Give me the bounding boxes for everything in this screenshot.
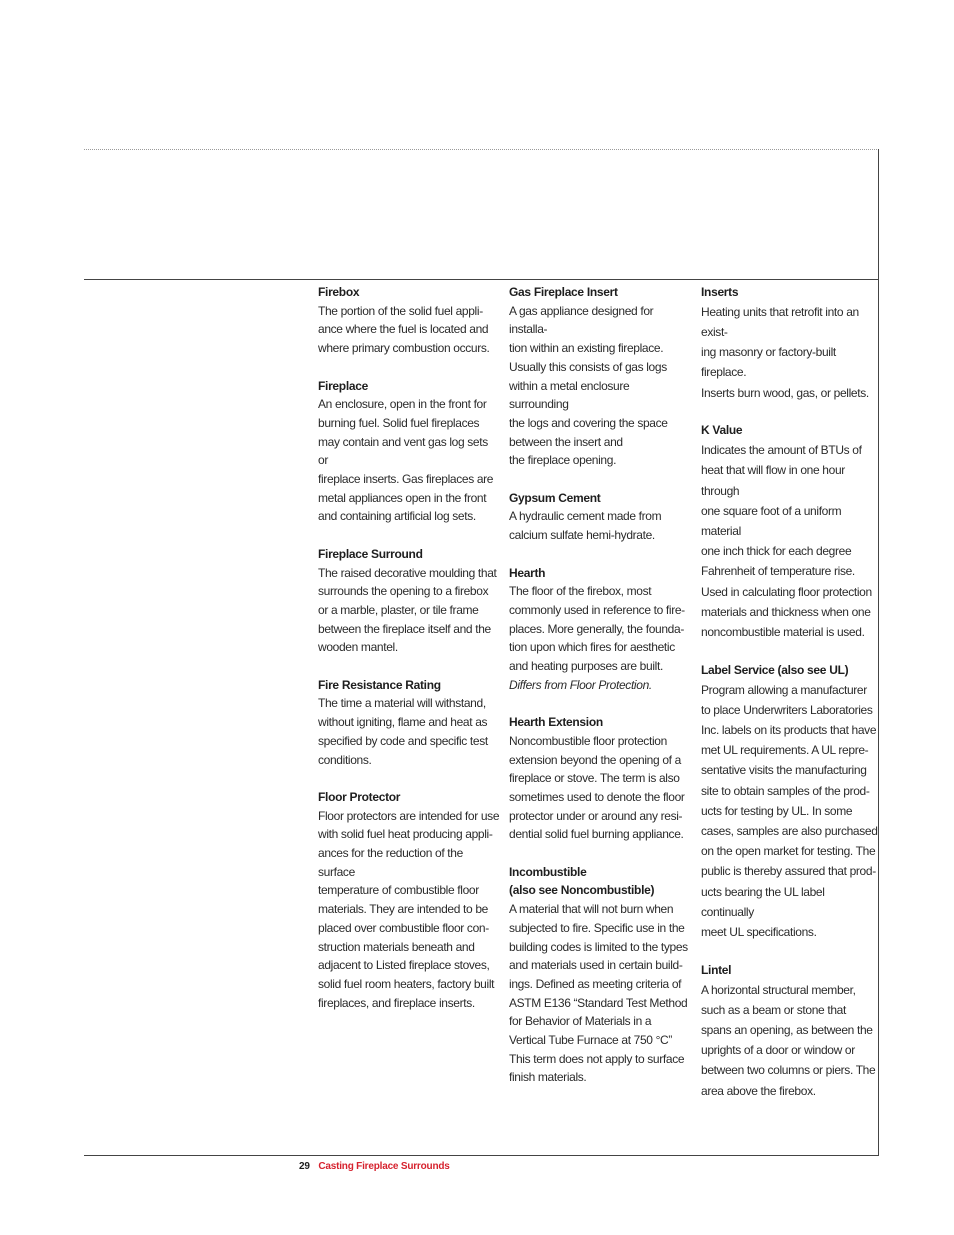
glossary-term: Fireplace Surround — [318, 546, 423, 561]
glossary-definition: A hydraulic cement made from calcium sulfate hemi-hydrate. — [509, 509, 662, 543]
glossary-definition: A horizontal structural member, such as a beam or stone that spans an opening, as between the uprights of a door or window or between two columns or piers. The area above the firebox. — [701, 982, 876, 1098]
glossary-definition: Noncombustible floor protection extension beyond the opening of a fireplace or stove. The term is also sometimes used to denote the floor protector under or around any resi- dential solid fuel burning appliance. — [509, 733, 685, 842]
top-dotted-rule — [84, 149, 879, 150]
glossary-entry — [701, 421, 879, 642]
glossary-term: Fire Resistance Rating — [318, 677, 441, 692]
glossary-term: Label Service (also see UL) — [701, 662, 849, 677]
glossary-entry — [509, 863, 691, 1087]
glossary-definition: Program allowing a manufacturer to place Underwriters Laboratories Inc. labels on its products that have met UL requirements. A UL repre- sentative visits the manufacturing site to obtain samples of the prod- ucts for testing by UL. In some cases, samples are also purchased on the open market for testing. The public is thereby assured that prod- ucts bearing the UL label continually meet UL specifications. — [701, 682, 878, 939]
glossary-term: Floor Protector — [318, 789, 401, 804]
glossary-term: Inserts — [701, 285, 739, 299]
glossary-term: Gas Fireplace Insert — [509, 285, 618, 299]
glossary-entry — [509, 713, 691, 844]
footer-rule — [84, 1155, 879, 1156]
glossary-term: Hearth Extension — [509, 715, 603, 730]
glossary-definition: Indicates the amount of BTUs of heat that will flow in one hour through one square foot of a uniform material one inch thick for each degree Fahrenheit of temperature rise. Used in calculating floor protection materials and thickness when one noncombustible material is used. — [701, 443, 872, 639]
glossary-definition: The time a material will withstand, without igniting, flame and heat as specified by code and specific test conditions. — [318, 696, 488, 767]
glossary-term: Fireplace — [318, 378, 368, 393]
glossary-term: Hearth — [509, 565, 546, 580]
glossary-definition: A gas appliance designed for installa- tion within an existing fireplace. Usually this consists of gas logs within a metal enclosure surrounding the logs and covering the space between the insert and the fireplace opening. — [509, 303, 668, 468]
glossary-entry — [701, 283, 879, 403]
glossary-entry — [509, 489, 691, 545]
glossary-term: K Value — [701, 423, 743, 438]
glossary-definition: A material that will not burn when subjected to fire. Specific use in the building codes is limited to the types and materials used in certain build- ings. Defined as meeting criteria of ASTM E136 “Standard Test Method for Behavior of Materials in a Vertical Tube Furnace at 750 °C” This term does not apply to surface finish materials. — [509, 902, 688, 1085]
section-divider-rule — [84, 279, 879, 280]
glossary-entry — [701, 961, 879, 1101]
glossary-entry — [318, 283, 500, 358]
glossary-term: Firebox — [318, 285, 360, 299]
glossary-entry — [701, 661, 879, 942]
glossary-column-3 — [701, 283, 879, 1119]
glossary-entry — [318, 377, 500, 527]
glossary-entry — [318, 545, 500, 657]
glossary-entry — [509, 564, 691, 695]
glossary-note: Differs from Floor Protection. — [509, 677, 652, 692]
page-footer — [299, 1161, 450, 1172]
glossary-definition: Heating units that retrofit into an exist- ing masonry or factory-built fireplace. Inserts burn wood, gas, or pellets. — [701, 304, 869, 400]
glossary-entry — [318, 788, 500, 1012]
glossary-entry — [318, 676, 500, 770]
footer-title: Casting Fireplace Surrounds — [318, 1161, 450, 1172]
glossary-definition: An enclosure, open in the front for burning fuel. Solid fuel fireplaces may contain and vent gas log sets or fireplace inserts. Gas fireplaces are metal appliances open in the front and containing artificial log sets. — [318, 397, 494, 524]
glossary-definition: Floor protectors are intended for use with solid fuel heat producing appli- ances for the reduction of the surface temperature of combustible floor materials. They are intended to be placed over combustible floor con- struction materials beneath and adjacent to Listed fireplace stoves, solid fuel room heaters, factory built fireplaces, and fireplace inserts. — [318, 808, 500, 1010]
glossary-entry — [509, 283, 691, 470]
glossary-term: Gypsum Cement — [509, 490, 601, 505]
glossary-term: Lintel — [701, 962, 732, 977]
glossary-definition: The floor of the firebox, most commonly used in reference to fire- places. More generally, the founda- tion upon which fires for aesthetic and heating purposes are built. — [509, 584, 685, 674]
glossary-definition: The portion of the solid fuel appli- ance where the fuel is located and where primary combustion occurs. — [318, 303, 490, 356]
glossary-term: Incombustible (also see Noncombustible) — [509, 864, 655, 898]
glossary-definition: The raised decorative moulding that surrounds the opening to a firebox or a marble, plaster, or tile frame between the fireplace itself and the wooden mantel. — [318, 565, 497, 655]
glossary-column-1 — [318, 283, 500, 1031]
page-number: 29 — [299, 1161, 310, 1172]
glossary-column-2 — [509, 283, 691, 1106]
